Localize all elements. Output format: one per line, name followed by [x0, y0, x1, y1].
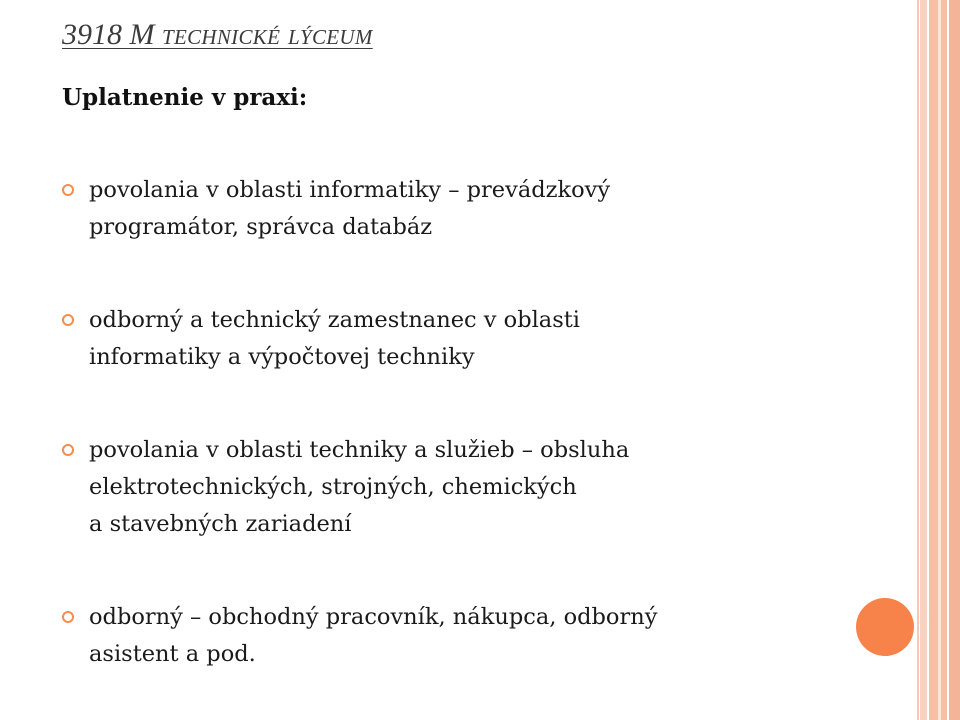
- bullet-line: asistent a pod.: [89, 641, 256, 667]
- decorative-orange-circle: [856, 598, 914, 656]
- title-code: 3918 M: [62, 18, 155, 51]
- bullet-line: elektrotechnických, strojných, chemických: [89, 474, 577, 500]
- decorative-side-stripes: [920, 0, 960, 720]
- bullet-line: povolania v oblasti techniky a služieb – obsluha: [89, 437, 630, 463]
- slide-subtitle: Uplatnenie v praxi:: [62, 84, 308, 111]
- bullet-line: informatiky a výpočtovej techniky: [89, 344, 475, 370]
- stripe: [949, 0, 960, 720]
- bullet-line: a stavebných zariadení: [89, 511, 352, 537]
- bullet-item: [62, 599, 862, 673]
- slide-title: [62, 18, 373, 52]
- title-text: technické lýceum: [162, 18, 373, 51]
- circle-bullet-icon: [62, 314, 74, 326]
- circle-bullet-icon: [62, 611, 74, 623]
- bullet-list: [62, 172, 862, 673]
- circle-bullet-icon: [62, 444, 74, 456]
- circle-bullet-icon: [62, 184, 74, 196]
- bullet-item: [62, 432, 862, 543]
- stripe: [920, 0, 927, 720]
- bullet-line: odborný – obchodný pracovník, nákupca, odborný: [89, 604, 658, 630]
- bullet-line: programátor, správca databáz: [89, 214, 433, 240]
- bullet-item: [62, 172, 862, 246]
- bullet-line: povolania v oblasti informatiky – prevádzkový: [89, 177, 611, 203]
- bullet-line: odborný a technický zamestnanec v oblasti: [89, 307, 580, 333]
- bullet-item: [62, 302, 862, 376]
- stripe: [929, 0, 938, 720]
- decorative-border-line: [917, 0, 919, 720]
